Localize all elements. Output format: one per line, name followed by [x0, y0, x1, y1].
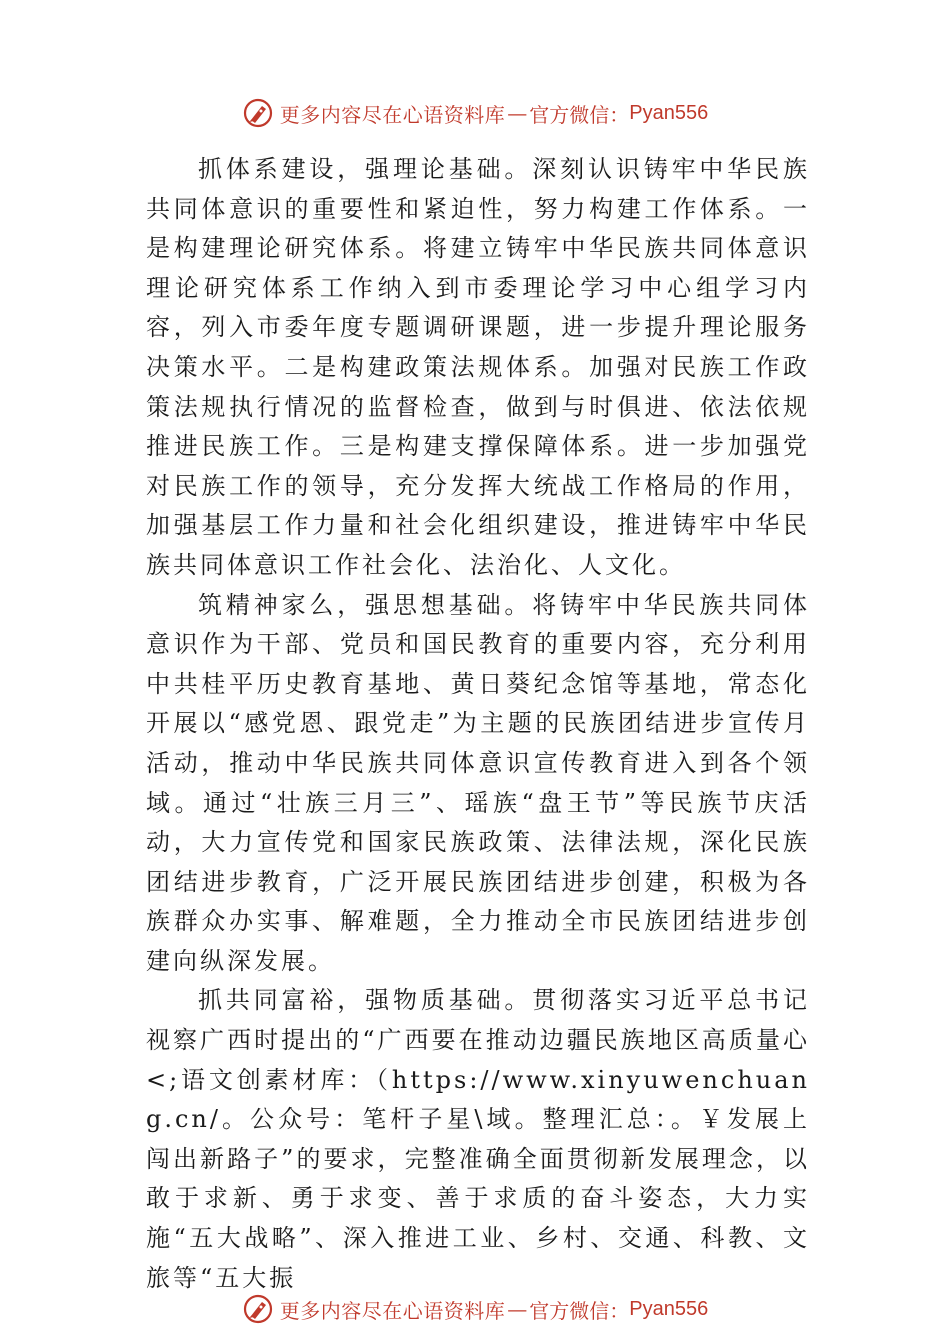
- paragraph-3: 抓共同富裕，强物质基础。贯彻落实习近平总书记视察广西时提出的“广西要在推动边疆民族地区高质量心<;语文创素材库：（https://www.xinyuwenchuang.cn/。公众号：笔杆子星\域。整理汇总：。￥发展上闯出新路子”的要求，完整准确全面贯彻新发展理念，以敢于求新、勇于求变、善于求质的奋斗姿态，大力实施“五大战略”、深入推进工业、乡村、交通、科教、文旅等“五大振: [146, 986, 810, 1292]
- footer-separator: —: [507, 1297, 528, 1321]
- paragraph-1: 抓体系建设，强理论基础。深刻认识铸牢中华民族共同体意识的重要性和紧迫性，努力构建工作体系。一是构建理论研究体系。将建立铸牢中华民族共同体意识理论研究体系工作纳入到市委理论学习中心组学习内容，列入市委年度专题调研课题，进一步提升理论服务决策水平。二是构建政策法规体系。加强对民族工作政策法规执行情况的监督检查，做到与时俱进、依法依规推进民族工作。三是构建支撑保障体系。进一步加强党对民族工作的领导，充分发挥大统战工作格局的作用，加强基层工作力量和社会化组织建设，推进铸牢中华民族共同体意识工作社会化、法治化、人文化。: [146, 155, 810, 579]
- paragraph-2: 筑精神家么，强思想基础。将铸牢中华民族共同体意识作为干部、党员和国民教育的重要内容，充分利用中共桂平历史教育基地、黄日葵纪念馆等基地，常态化开展以“感党恩、跟党走”为主题的民族团结进步宣传月活动，推动中华民族共同体意识宣传教育进入到各个领域。通过“壮族三月三”、瑶族“盘王节”等民族节庆活动，大力宣传党和国家民族政策、法律法规，深化民族团结进步教育，广泛开展民族团结进步创建，积极为各族群众办实事、解难题，全力推动全市民族团结进步创建向纵深发展。: [146, 590, 810, 975]
- header-wechat-id: Pyan556: [629, 101, 709, 124]
- header-wechat-label: 官方微信：: [529, 102, 630, 127]
- header-banner: [0, 96, 950, 130]
- footer-slogan: 更多内容尽在心语资料库: [279, 1298, 506, 1323]
- header-slogan: 更多内容尽在心语资料库: [279, 102, 506, 127]
- pen-nib-logo-icon: [242, 97, 274, 129]
- document-body: [146, 150, 810, 1298]
- footer-wechat-id: Pyan556: [629, 1297, 709, 1320]
- pen-nib-logo-icon: [242, 1293, 274, 1325]
- footer-wechat-label: 官方微信：: [529, 1298, 630, 1323]
- header-separator: —: [507, 101, 528, 125]
- footer-banner: [0, 1292, 950, 1326]
